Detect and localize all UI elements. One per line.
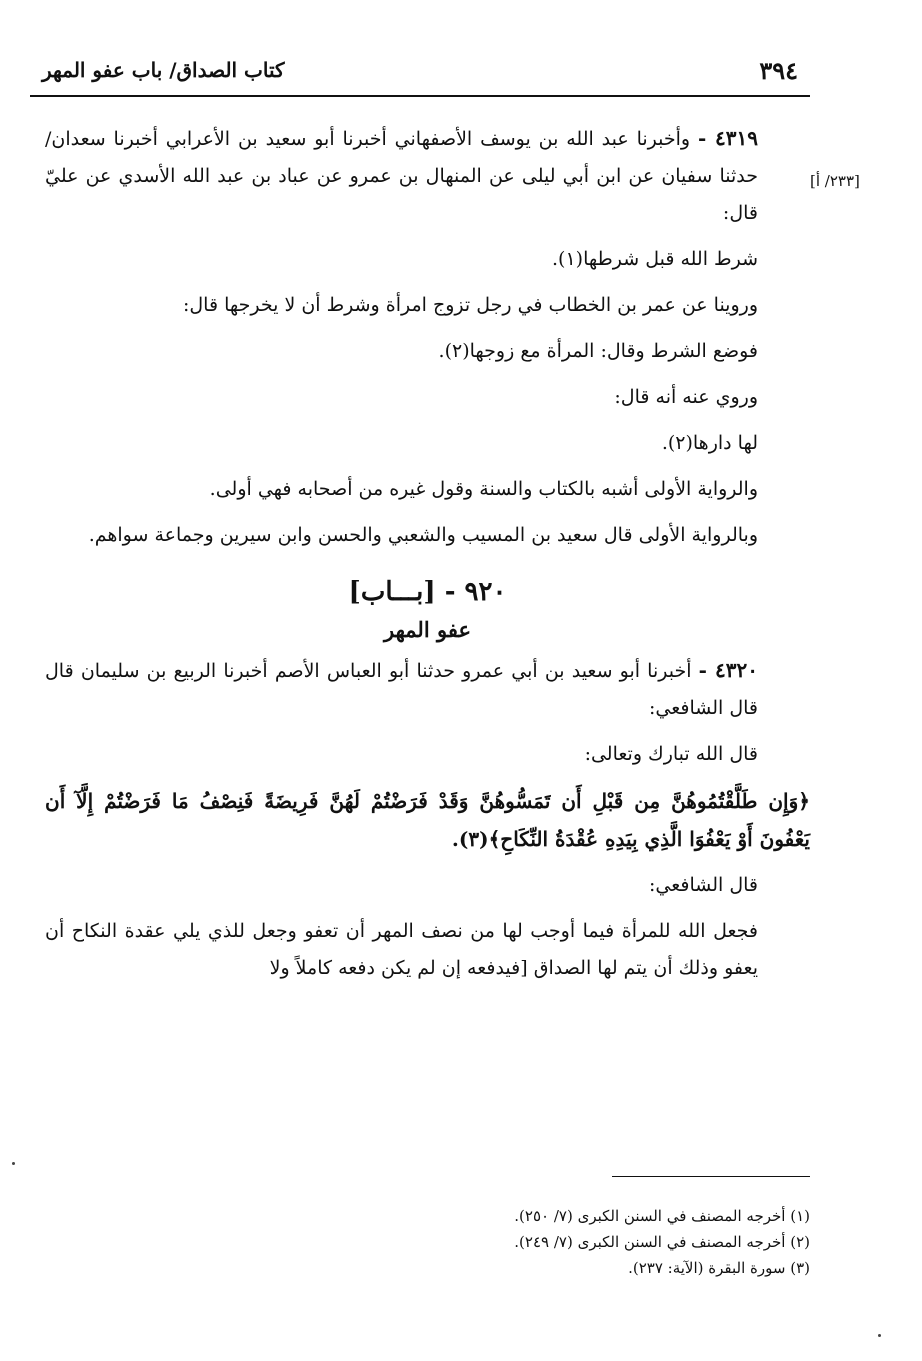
paragraph: وبالرواية الأولى قال سعيد بن المسيب والشعبي والحسن وابن سيرين وجماعة سواهم. — [88, 524, 758, 546]
paragraph: لها دارها(٢). — [661, 432, 758, 454]
quran-verse: ﴿وَإِن طَلَّقْتُمُوهُنَّ مِن قَبْلِ أَن تَمَسُّوهُنَّ وَقَدْ فَرَضْتُمْ لَهُنَّ فَرِيضَةً فَنِصْفُ مَا فَرَضْتُمْ إِلَّآ أَن يَعْفُونَ أَوْ يَعْفُوَا الَّذِي بِيَدِهِ عُقْدَةُ النِّكَاحِ﴾(٣). — [45, 789, 810, 851]
paragraph-text: أخبرنا أبو سعيد بن أبي عمرو حدثنا أبو العباس الأصم أخبرنا الربيع بن سليمان قال قال الشافعي: — [45, 660, 758, 719]
chapter-subheading: عفو المهر — [384, 617, 471, 642]
header-divider — [30, 95, 810, 97]
page-number: ٣٩٤ — [759, 56, 798, 85]
paragraph: فوضع الشرط وقال: المرأة مع زوجها(٢). — [438, 340, 758, 362]
paragraph: وروينا عن عمر بن الخطاب في رجل تزوج امرأة وشرط أن لا يخرجها قال: — [182, 294, 758, 316]
chapter-heading: ٩٢٠ - [بـــاب] — [348, 577, 507, 607]
running-title: كتاب الصداق/ باب عفو المهر — [42, 58, 285, 82]
scan-speck — [12, 1162, 15, 1165]
hadith-number: ٤٣٢٠ - — [698, 658, 758, 682]
footnote: (٣) سورة البقرة (الآية: ٢٣٧). — [628, 1259, 810, 1277]
margin-folio-reference: [٢٣٣/ أ] — [810, 172, 860, 190]
hadith-number: ٤٣١٩ - — [697, 126, 758, 150]
page-header — [30, 52, 810, 92]
paragraph: قال الشافعي: — [648, 874, 758, 896]
paragraph: وروي عنه أنه قال: — [614, 386, 758, 408]
main-text — [45, 120, 810, 996]
footnotes — [300, 1203, 810, 1281]
paragraph: فجعل الله للمرأة فيما أوجب لها من نصف المهر أن تعفو وجعل للذي يلي عقدة النكاح أن يعفو وذلك أن يتم لها الصداق [فيدفعه إن لم يكن دفعه كاملاً ولا — [45, 920, 758, 979]
scan-speck — [878, 1334, 881, 1337]
paragraph: والرواية الأولى أشبه بالكتاب والسنة وقول غيره من أصحابه فهي أولى. — [209, 478, 758, 500]
paragraph: شرط الله قبل شرطها(١). — [552, 248, 758, 270]
hadith-4319 — [45, 120, 810, 232]
footnote: (١) أخرجه المصنف في السنن الكبرى (٧/ ٢٥٠). — [514, 1207, 810, 1225]
footnote-divider — [612, 1176, 810, 1177]
footnote: (٢) أخرجه المصنف في السنن الكبرى (٧/ ٢٤٩). — [514, 1233, 810, 1251]
paragraph-text: وأخبرنا عبد الله بن يوسف الأصفهاني أخبرنا أبو سعيد بن الأعرابي أخبرنا سعدان/ حدثنا سفيان عن ابن أبي ليلى عن المنهال بن عمرو عن عباد بن عبد الله الأسدي عن عليّ قال: — [45, 128, 758, 224]
paragraph: قال الله تبارك وتعالى: — [584, 743, 758, 765]
hadith-4320 — [45, 652, 810, 727]
